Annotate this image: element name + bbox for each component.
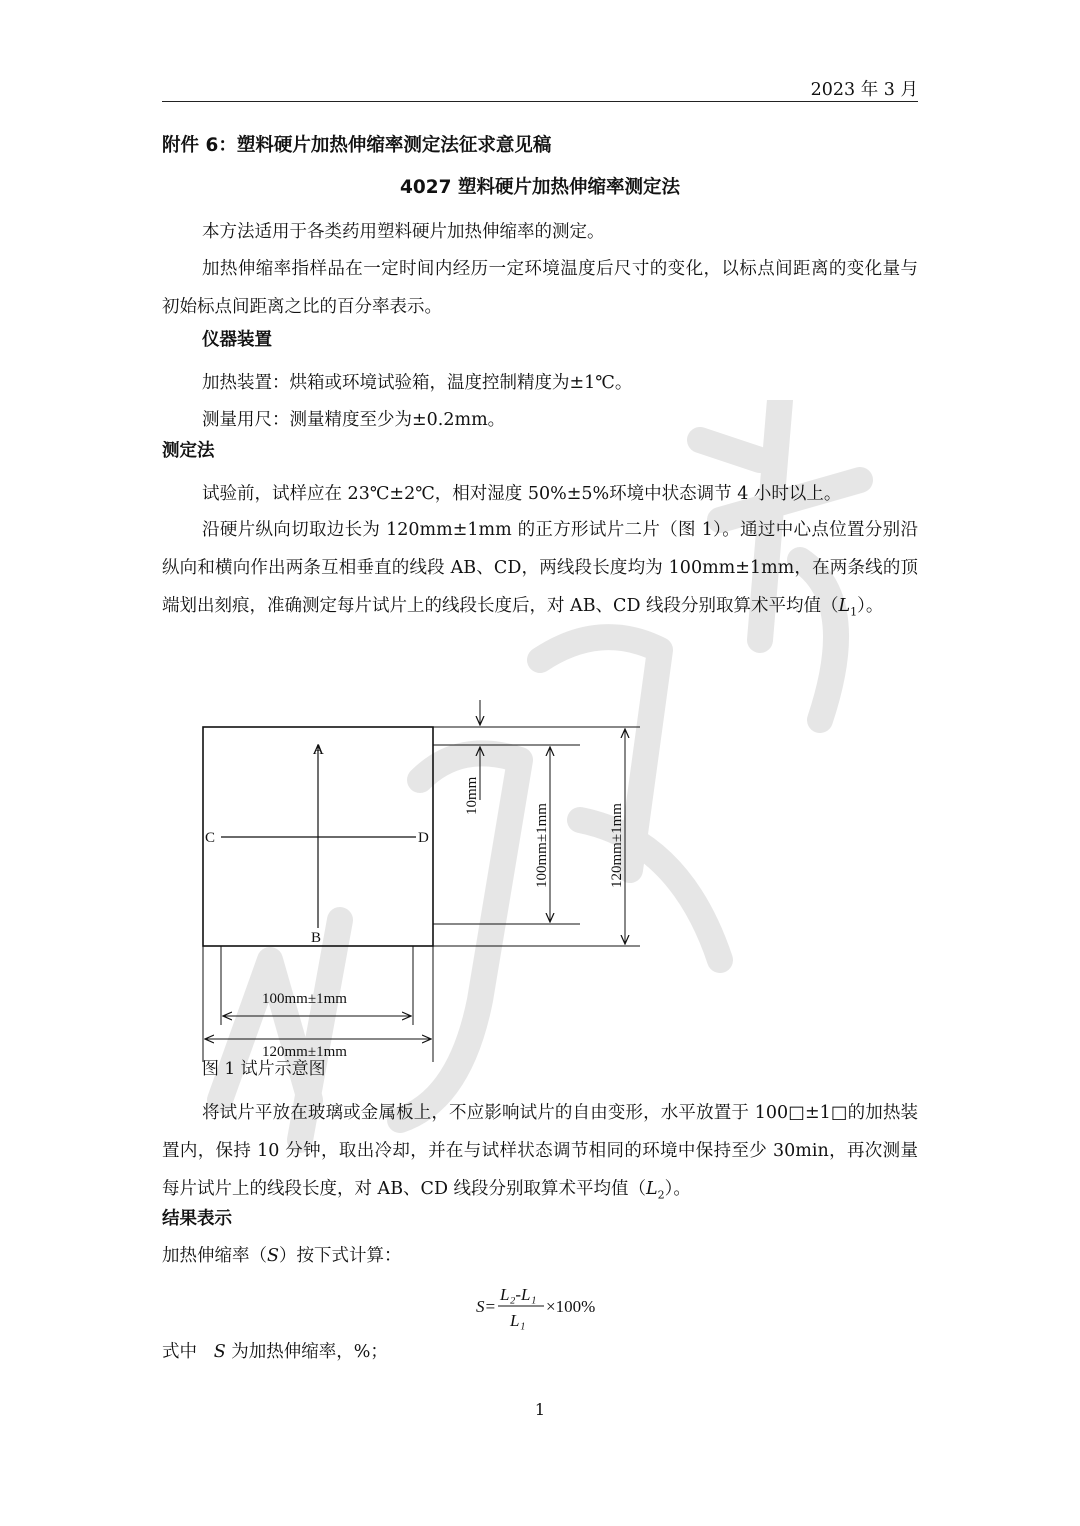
where-var: S [213, 1342, 226, 1362]
instrument-ruler: 测量用尺：测量精度至少为±0.2mm。 [202, 410, 506, 430]
formula-numerator: L₂-L₁ [500, 1285, 537, 1304]
where-prefix: 式中 [162, 1342, 197, 1362]
page-number: 1 [534, 1400, 546, 1419]
results-heading: 结果表示 [162, 1209, 232, 1229]
header-date: 2023 年 3 月 [810, 80, 918, 100]
results-intro-pre: 加热伸缩率（ [162, 1246, 267, 1266]
where-text: 为加热伸缩率，%； [231, 1342, 388, 1362]
formula-factor: ×100% [546, 1297, 596, 1316]
dim-120-h-label: 120mm±1mm [262, 1044, 347, 1060]
label-a: A [313, 742, 324, 758]
label-c: C [205, 830, 216, 846]
main-title: 4027 塑料硬片加热伸缩率测定法 [400, 177, 680, 198]
header-rule [162, 101, 918, 102]
label-b: B [311, 930, 322, 946]
variable-l2: L [646, 1179, 658, 1199]
variable-l1-sub: 1 [850, 605, 858, 619]
results-intro-var: S [267, 1246, 279, 1266]
instrument-heater: 加热装置：烘箱或环境试验箱，温度控制精度为±1℃。 [202, 373, 633, 393]
attachment-title: 附件 6：塑料硬片加热伸缩率测定法征求意见稿 [162, 135, 552, 156]
method-paragraph-2 [162, 511, 918, 632]
dim-120-v-label: 120mm±1mm [609, 803, 625, 888]
method-paragraph-2-text: 沿硬片纵向切取边长为 120mm±1mm 的正方形试片二片（图 1）。通过中心点位置分别沿纵向和横向作出两条互相垂直的线段 AB、CD，两线段长度均为 100mm±1mm，在两条线的顶端划出刻痕，准确测定每片试片上的线段长度后，对 AB、CD 线段分别取算术平均值（ [162, 520, 918, 616]
results-intro-post: ）按下式计算： [279, 1246, 402, 1266]
instrument-heading: 仪器装置 [202, 330, 272, 350]
label-d: D [418, 830, 429, 846]
variable-l2-sub: 2 [657, 1188, 665, 1202]
intro-paragraph-1: 本方法适用于各类药用塑料硬片加热伸缩率的测定。 [202, 222, 605, 242]
method-paragraph-3 [162, 1094, 918, 1215]
dim-100-h-label: 100mm±1mm [262, 991, 347, 1007]
method-paragraph-3-end: ）。 [664, 1179, 691, 1199]
intro-paragraph-2: 加热伸缩率指样品在一定时间内经历一定环境温度后尺寸的变化，以标点间距离的变化量与初始标点间距离之比的百分率表示。 [162, 259, 918, 317]
method-heading: 测定法 [162, 441, 215, 461]
figure-1-diagram [160, 690, 680, 1070]
method-paragraph-3-text: 将试片平放在玻璃或金属板上，不应影响试片的自由变形，水平放置于 100□±1□的加热装置内，保持 10 分钟，取出冷却，并在与试样状态调节相同的环境中保持至少 30min，再次测量每片试片上的线段长度，对 AB、CD 线段分别取算术平均值（ [162, 1103, 918, 1199]
method-paragraph-1: 试验前，试样应在 23℃±2℃，相对湿度 50%±5%环境中状态调节 4 小时以上。 [202, 484, 842, 504]
method-paragraph-2-end: ）。 [857, 596, 884, 616]
shrinkage-formula [470, 1280, 670, 1340]
results-intro [162, 1244, 402, 1268]
formula-denominator: L₁ [510, 1311, 526, 1330]
figure-caption: 图 1 试片示意图 [202, 1059, 326, 1079]
where-line [162, 1340, 388, 1364]
dim-10-label: 10mm [464, 776, 480, 815]
dim-100-v-label: 100mm±1mm [534, 803, 550, 888]
formula-lhs: S= [476, 1297, 496, 1316]
variable-l1: L [838, 596, 851, 616]
